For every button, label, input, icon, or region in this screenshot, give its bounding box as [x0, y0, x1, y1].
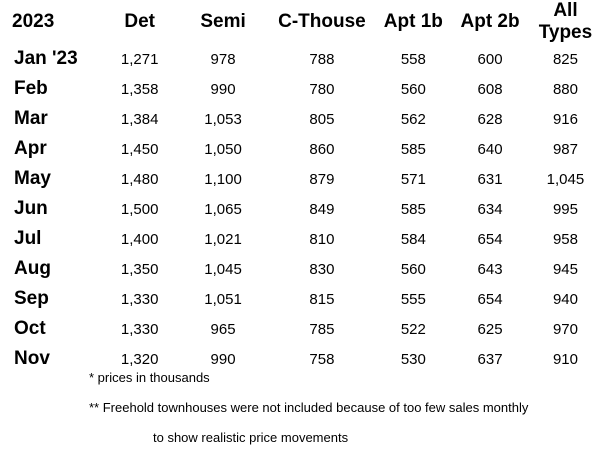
header-row	[0, 0, 602, 44]
price-cell-apt-1b: 562	[400, 110, 426, 128]
price-cell-semi: 1,045	[204, 260, 242, 278]
price-cell-all-types: 916	[552, 110, 578, 128]
price-cell-det: 1,271	[120, 50, 159, 68]
price-cell-c-thouse: 860	[309, 140, 335, 158]
price-cell-det: 1,350	[120, 260, 159, 278]
price-cell-all-types: 970	[552, 320, 578, 338]
price-cell-c-thouse: 830	[309, 260, 335, 278]
price-cell-det: 1,384	[120, 110, 159, 128]
price-cell-apt-2b: 643	[477, 260, 503, 278]
price-cell-apt-1b: 555	[400, 290, 426, 308]
price-cell-semi: 965	[210, 320, 236, 338]
price-cell-det: 1,330	[120, 320, 159, 338]
row-label: Feb	[14, 78, 48, 99]
price-cell-semi: 1,051	[204, 290, 242, 308]
price-cell-apt-2b: 631	[477, 170, 503, 188]
column-header-c-thouse: C-Thouse	[278, 11, 366, 32]
price-cell-det: 1,400	[120, 230, 159, 248]
price-cell-all-types: 958	[552, 230, 578, 248]
price-cell-all-types: 987	[552, 140, 578, 158]
price-cell-semi: 1,053	[204, 110, 242, 128]
price-cell-det: 1,320	[120, 350, 159, 368]
table-row	[0, 224, 602, 254]
price-cell-semi: 1,065	[204, 200, 242, 218]
price-cell-det: 1,480	[120, 170, 159, 188]
price-cell-semi: 1,050	[204, 140, 242, 158]
price-cell-apt-2b: 600	[477, 50, 503, 68]
row-label: Mar	[14, 108, 48, 129]
price-cell-apt-1b: 522	[400, 320, 426, 338]
column-header-apt-1b: Apt 1b	[383, 11, 443, 32]
price-cell-c-thouse: 780	[309, 80, 335, 98]
price-cell-apt-1b: 571	[400, 170, 426, 188]
price-cell-apt-2b: 634	[477, 200, 503, 218]
price-cell-c-thouse: 810	[309, 230, 335, 248]
price-cell-semi: 1,021	[204, 230, 242, 248]
price-cell-apt-1b: 560	[400, 80, 426, 98]
column-header-year: 2023	[12, 11, 55, 32]
price-cell-semi: 1,100	[204, 170, 242, 188]
price-cell-apt-2b: 654	[477, 230, 503, 248]
price-cell-det: 1,450	[120, 140, 159, 158]
row-label: Sep	[14, 288, 49, 309]
price-cell-apt-1b: 585	[400, 200, 426, 218]
price-cell-c-thouse: 788	[309, 50, 335, 68]
price-cell-all-types: 1,045	[546, 170, 585, 188]
price-cell-det: 1,500	[120, 200, 159, 218]
row-label: Nov	[14, 348, 50, 369]
table-row	[0, 44, 602, 74]
row-label: Jul	[14, 228, 42, 249]
price-cell-all-types: 880	[552, 80, 578, 98]
price-cell-apt-2b: 608	[477, 80, 503, 98]
price-cell-apt-1b: 530	[400, 350, 426, 368]
price-cell-c-thouse: 815	[309, 290, 335, 308]
price-cell-c-thouse: 758	[309, 350, 335, 368]
table-row	[0, 104, 602, 134]
table-row	[0, 164, 602, 194]
price-cell-apt-2b: 637	[477, 350, 503, 368]
price-cell-semi: 990	[210, 350, 236, 368]
price-cell-all-types: 910	[552, 350, 578, 368]
row-label: May	[14, 168, 51, 189]
column-header-det: Det	[124, 11, 155, 32]
price-cell-apt-2b: 640	[477, 140, 503, 158]
row-label: Aug	[14, 258, 51, 279]
row-label: Jan '23	[14, 48, 78, 69]
column-header-semi: Semi	[200, 11, 246, 32]
note-prices-in-thousands: * prices in thousands	[89, 370, 210, 385]
table-row	[0, 254, 602, 284]
row-label: Apr	[14, 138, 47, 159]
price-cell-c-thouse: 805	[309, 110, 335, 128]
column-header-all-types: All Types	[538, 0, 593, 43]
table-row	[0, 314, 602, 344]
price-cell-semi: 990	[210, 80, 236, 98]
price-cell-c-thouse: 785	[309, 320, 335, 338]
note-freehold-excluded: ** Freehold townhouses were not included because of too few sales monthly	[89, 400, 529, 415]
price-cell-c-thouse: 879	[309, 170, 335, 188]
price-cell-apt-2b: 628	[477, 110, 503, 128]
price-cell-all-types: 995	[552, 200, 578, 218]
price-cell-apt-1b: 558	[400, 50, 426, 68]
price-cell-apt-1b: 585	[400, 140, 426, 158]
row-label: Jun	[14, 198, 48, 219]
price-cell-all-types: 945	[552, 260, 578, 278]
price-cell-apt-2b: 625	[477, 320, 503, 338]
table-row	[0, 74, 602, 104]
price-cell-c-thouse: 849	[309, 200, 335, 218]
price-cell-det: 1,358	[120, 80, 159, 98]
price-cell-det: 1,330	[120, 290, 159, 308]
table-row	[0, 134, 602, 164]
price-cell-all-types: 825	[552, 50, 578, 68]
row-label: Oct	[14, 318, 46, 339]
price-cell-apt-2b: 654	[477, 290, 503, 308]
table-row	[0, 284, 602, 314]
column-header-apt-2b: Apt 2b	[460, 11, 520, 32]
price-cell-apt-1b: 584	[400, 230, 426, 248]
table-row	[0, 194, 602, 224]
table-body	[0, 44, 602, 374]
price-cell-all-types: 940	[552, 290, 578, 308]
price-cell-semi: 978	[210, 50, 236, 68]
price-cell-apt-1b: 560	[400, 260, 426, 278]
note-freehold-excluded-continued: to show realistic price movements	[153, 430, 349, 445]
